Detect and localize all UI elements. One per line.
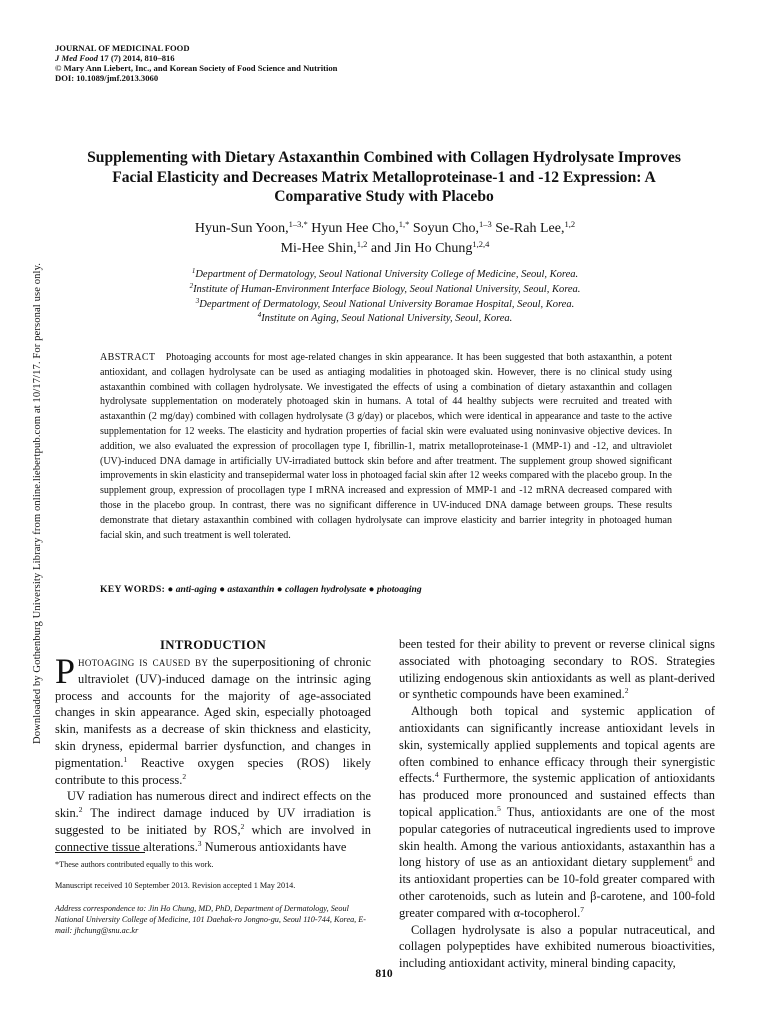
author-name: Se-Rah Lee, [491, 221, 565, 236]
paragraph-text: Collagen hydrolysate is also a popular nutraceutical, and collagen polypeptides have exhibited numerous bioactivities, including antioxidant activity, mineral binding capacity, [399, 922, 715, 971]
author-affil-sup: 1,2 [356, 239, 368, 249]
citation-ref: 2 [78, 805, 83, 815]
body-paragraph [55, 651, 372, 788]
journal-citation [55, 53, 337, 63]
journal-volume-pages: 17 (7) 2014, 810–816 [97, 53, 175, 63]
journal-doi: DOI: 10.1089/jmf.2013.3060 [55, 73, 159, 83]
paragraph-text: been tested for their ability to prevent or reverse clinical signs associated with photoaging secondary to ROS. Strategies utilizing endogenous skin antioxidants as well as plant-derived or synthetic compounds have been examined. [399, 637, 715, 702]
affiliation-text: Institute of Human-Environment Interface Biology, Seoul National University, Seoul, Korea. [193, 283, 581, 295]
citation-ref: 2 [624, 686, 629, 696]
author-affil-sup: 1,2 [564, 219, 576, 229]
author-name: and Jin Ho Chung [367, 241, 473, 256]
keyword-bullet: ● [167, 584, 174, 595]
journal-abbrev: J Med Food [55, 53, 98, 63]
section-heading-introduction: INTRODUCTION [160, 638, 266, 652]
drop-cap: P [55, 651, 76, 691]
footnote-equal-contribution: *These authors contributed equally to this work. [55, 860, 214, 869]
journal-copyright: © Mary Ann Liebert, Inc., and Korean Society of Food Science and Nutrition [55, 63, 338, 73]
abstract [100, 351, 672, 543]
paragraph-text: Reactive oxygen species (ROS) likely contribute to this process. [55, 755, 371, 787]
body-column-right [399, 636, 715, 972]
author-affil-sup: 1–3,* [288, 219, 308, 229]
affiliation-text: Department of Dermatology, Seoul National University College of Medicine, Seoul, Korea. [195, 269, 579, 280]
footnote-manuscript-dates: Manuscript received 10 September 2013. Revision accepted 1 May 2014. [55, 881, 296, 890]
affiliation-item [100, 268, 670, 283]
body-paragraph [55, 788, 371, 855]
author-name: Mi-Hee Shin, [280, 241, 357, 256]
paragraph-text: and its antioxidant properties can be 10-fold greater compared with other carotenoids, such as lutein and β-carotene, and 100-fold greater compared with α-tocopherol. [399, 855, 715, 920]
keyword-item: anti-aging [175, 584, 217, 595]
affiliation-item [100, 283, 670, 298]
paragraph-text: the superpositioning of chronic ultraviolet (UV)-induced damage on the intrinsic aging process and accounts for the majority of age-associated changes in skin appearance. Aged skin, especially photoaged skin, manifests as a decrease of skin thickness and elasticity, skin dryness, epidermal barrier dysfunction, and changes in pigmentation. [55, 655, 372, 770]
author-affil-sup: 1,2,4 [472, 239, 490, 249]
keywords-label: KEY WORDS: [100, 584, 166, 595]
affiliation-number: 2 [189, 281, 194, 290]
paragraph-text: Although both topical and systemic application of antioxidants can significantly increase antioxidant levels in skin, systemically applied supplements and topical agents are often combined to enhance efficacy through their synergistic effects. [399, 704, 715, 786]
correspondence-label: Address correspondence to: [55, 904, 147, 913]
keywords [100, 584, 422, 595]
keyword-bullet: ● [219, 584, 225, 595]
author-name: Soyun Cho, [409, 221, 480, 236]
keyword-bullet: ● [368, 584, 375, 595]
keyword-item: astaxanthin [227, 584, 275, 595]
affiliation-list [100, 268, 670, 327]
correspondence-text: Jin Ho Chung, MD, PhD, Department of Dermatology, Seoul National University College of Medicine, 101 Daehak-ro Jongno-gu, Seoul 110-744, Korea, E-mail: jhchung@snu.ac.kr [55, 904, 366, 935]
keyword-bullet: ● [276, 584, 283, 595]
author-name: Hyun Hee Cho, [307, 221, 399, 236]
affiliation-number: 3 [195, 296, 200, 305]
author-affil-sup: 1,* [398, 219, 410, 229]
footnote-correspondence [55, 903, 375, 936]
paragraph-text: UV radiation has numerous direct and indirect effects on the skin. [55, 789, 371, 821]
lead-in-smallcaps: hotoaging is caused by [78, 655, 209, 669]
abstract-label: ABSTRACT [100, 352, 156, 363]
paragraph-text: The indirect damage induced by UV irradiation is suggested to be initiated by ROS, [55, 806, 371, 837]
body-column-left [55, 636, 371, 856]
author-name: Hyun-Sun Yoon, [194, 221, 289, 236]
affiliation-text: Department of Dermatology, Seoul National University Boramae Hospital, Seoul, Korea. [199, 298, 575, 310]
affiliation-item [100, 312, 670, 327]
citation-ref: 3 [197, 838, 202, 848]
citation-ref: 2 [240, 821, 245, 831]
footnote-rule [55, 852, 145, 853]
citation-ref: 2 [182, 771, 187, 781]
body-paragraph [399, 703, 715, 921]
affiliation-number: 1 [191, 267, 196, 275]
body-paragraph [399, 922, 715, 972]
citation-ref: 4 [434, 770, 439, 780]
citation-ref: 1 [123, 754, 128, 764]
keyword-item: collagen hydrolysate [284, 584, 367, 595]
paragraph-text: Thus, antioxidants are one of the most popular categories of nutraceutical ingredients used to improve skin health. Among the various antioxidants, astaxanthin has a long history of use as an antioxidant dietary supplement [399, 804, 715, 870]
author-list [110, 219, 660, 259]
keyword-item: photoaging [376, 584, 422, 595]
affiliation-text: Institute on Aging, Seoul National University, Seoul, Korea. [261, 313, 513, 325]
affiliation-number: 4 [257, 311, 262, 320]
page-number: 810 [375, 968, 393, 980]
article-title: Supplementing with Dietary Astaxanthin Combined with Collagen Hydrolysate Improves Facial Elasticity and Decreases Matrix Metalloproteinase-1 and -12 Expression: A Comparative Study with Placebo [87, 149, 681, 205]
citation-ref: 7 [580, 904, 585, 914]
download-side-note: Downloaded by Gothenburg University Library from online.liebertpub.com at 10/17/17. For personal use only. [32, 262, 43, 744]
affiliation-item [100, 298, 670, 313]
journal-header [55, 43, 337, 83]
author-affil-sup: 1–3 [479, 219, 492, 229]
paragraph-text: Furthermore, the systemic application of antioxidants has produced more pronounced and sustained effects than topical application. [399, 771, 715, 819]
abstract-text: Photoaging accounts for most age-related changes in skin appearance. It has been suggested that both astaxanthin, a potent antioxidant, and collagen hydrolysate can be used as antiaging modalities in photoaged skin. However, there is no clinical study using astaxanthin combined with collagen hydrolysate. We investigated the effects of using a combination of dietary astaxanthin and collagen hydrolysate supplementation on moderately photoaged skin in humans. A total of 44 healthy subjects were recruited and treated with astaxanthin (2 mg/day) combined with collagen hydrolysate (3 g/day) or placebos, which were identical in appearance and taste to the active supplementation for 12 weeks. The elasticity and hydration properties of facial skin were evaluated using noninvasive objective devices. In addition, we also evaluated the expression of procollagen type I, fibrillin-1, matrix metalloproteinase-1 (MMP-1) and -12, and ultraviolet (UV)-induced DNA damage in artificially UV-irradiated buttock skin before and after treatment. The supplement group showed significant improvements in skin elasticity and transepidermal water loss in photoaged facial skin after 12 weeks compared with the placebo group. In the supplement group, expression of procollagen type I mRNA increased and expression of MMP-1 and -12 mRNA decreased compared with those in the placebo group. In contrast, there was no significant difference in UV-induced DNA damage between groups. These results demonstrate that dietary astaxanthin combined with collagen hydrolysate can improve elasticity and barrier integrity in photoaged human facial skin, and such treatment is well tolerated. [100, 352, 673, 541]
paragraph-text: Numerous antioxidants have [201, 839, 347, 854]
citation-ref: 5 [497, 803, 501, 813]
journal-name: JOURNAL OF MEDICINAL FOOD [55, 43, 190, 53]
citation-ref: 6 [688, 854, 693, 864]
body-paragraph [399, 636, 715, 703]
paragraph-text: which are involved in connective tissue alterations. [55, 822, 371, 854]
